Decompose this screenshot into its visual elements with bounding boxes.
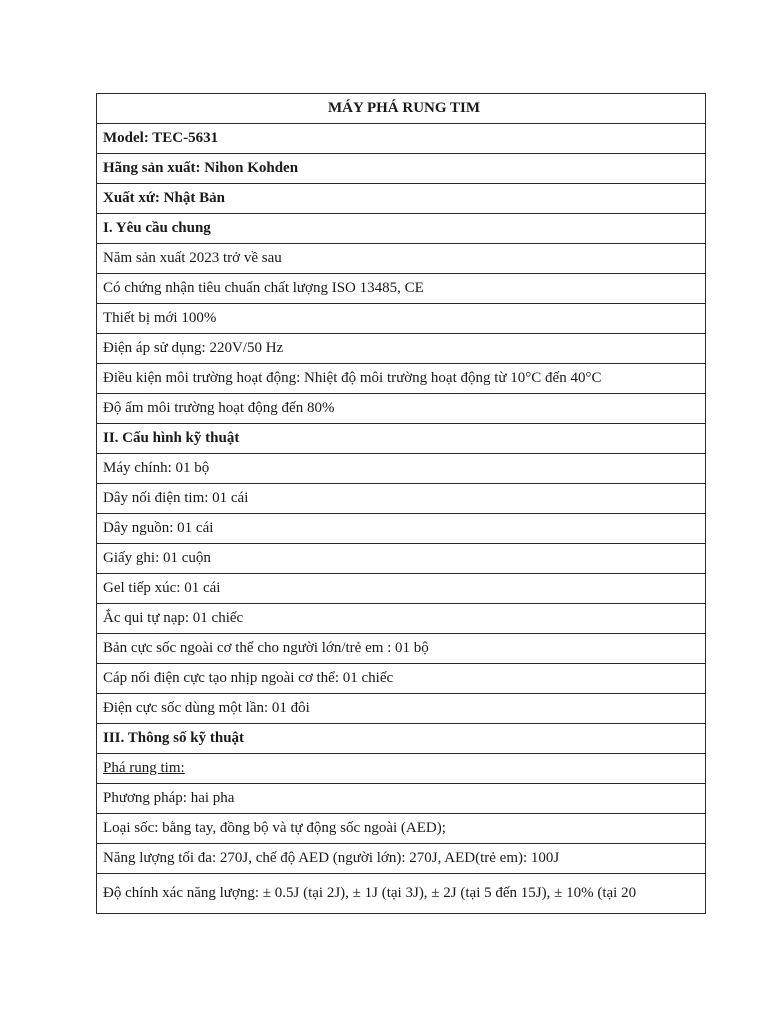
table-row <box>97 274 706 304</box>
table-row <box>97 394 706 424</box>
config-item: Gel tiếp xúc: 01 cái <box>97 574 706 604</box>
spec-detail: Năng lượng tối đa: 270J, chế độ AED (người lớn): 270J, AED(trẻ em): 100J <box>97 844 706 874</box>
config-item: Dây nối điện tim: 01 cái <box>97 484 706 514</box>
table-row <box>97 334 706 364</box>
manufacturer-cell: Hãng sản xuất: Nihon Kohden <box>97 154 706 184</box>
table-row <box>97 214 706 244</box>
spec-detail: Loại sốc: bằng tay, đồng bộ và tự động sốc ngoài (AED); <box>97 814 706 844</box>
section-heading-general: I. Yêu cầu chung <box>97 214 706 244</box>
config-item: Ắc qui tự nạp: 01 chiếc <box>97 604 706 634</box>
config-item: Máy chính: 01 bộ <box>97 454 706 484</box>
config-item: Bản cực sốc ngoài cơ thể cho người lớn/trẻ em : 01 bộ <box>97 634 706 664</box>
table-row <box>97 304 706 334</box>
section-heading-configuration: II. Cấu hình kỹ thuật <box>97 424 706 454</box>
document-title: MÁY PHÁ RUNG TIM <box>97 94 706 124</box>
table-row <box>97 664 706 694</box>
config-item: Cáp nối điện cực tạo nhịp ngoài cơ thể: 01 chiếc <box>97 664 706 694</box>
table-row <box>97 544 706 574</box>
config-item: Dây nguồn: 01 cái <box>97 514 706 544</box>
table-row <box>97 604 706 634</box>
table-row <box>97 754 706 784</box>
table-row <box>97 724 706 754</box>
spec-detail: Độ chính xác năng lượng: ± 0.5J (tại 2J), ± 1J (tại 3J), ± 2J (tại 5 đến 15J), ± 10% (tại 20 <box>97 874 706 914</box>
spec-item: Điện áp sử dụng: 220V/50 Hz <box>97 334 706 364</box>
table-row <box>97 484 706 514</box>
table-row <box>97 244 706 274</box>
table-row <box>97 514 706 544</box>
subheading-defibrillation: Phá rung tim: <box>103 760 185 776</box>
spec-detail: Phương pháp: hai pha <box>97 784 706 814</box>
origin-cell: Xuất xứ: Nhật Bản <box>97 184 706 214</box>
spec-item: Năm sản xuất 2023 trở về sau <box>97 244 706 274</box>
table-row <box>97 574 706 604</box>
table-row <box>97 424 706 454</box>
section-heading-specifications: III. Thông số kỹ thuật <box>97 724 706 754</box>
table-row <box>97 694 706 724</box>
table-row <box>97 874 706 914</box>
spec-item: Độ ẩm môi trường hoạt động đến 80% <box>97 394 706 424</box>
table-row <box>97 124 706 154</box>
table-row <box>97 814 706 844</box>
config-item: Điện cực sốc dùng một lần: 01 đôi <box>97 694 706 724</box>
table-row <box>97 154 706 184</box>
spec-table <box>96 93 706 914</box>
config-item: Giấy ghi: 01 cuộn <box>97 544 706 574</box>
spec-item: Có chứng nhận tiêu chuẩn chất lượng ISO 13485, CE <box>97 274 706 304</box>
table-row <box>97 844 706 874</box>
model-cell: Model: TEC-5631 <box>97 124 706 154</box>
table-row <box>97 184 706 214</box>
table-row <box>97 784 706 814</box>
table-row <box>97 454 706 484</box>
subheading-cell <box>97 754 706 784</box>
spec-item: Thiết bị mới 100% <box>97 304 706 334</box>
table-row <box>97 634 706 664</box>
table-row <box>97 94 706 124</box>
table-row <box>97 364 706 394</box>
spec-item: Điều kiện môi trường hoạt động: Nhiệt độ môi trường hoạt động từ 10°C đến 40°C <box>97 364 706 394</box>
